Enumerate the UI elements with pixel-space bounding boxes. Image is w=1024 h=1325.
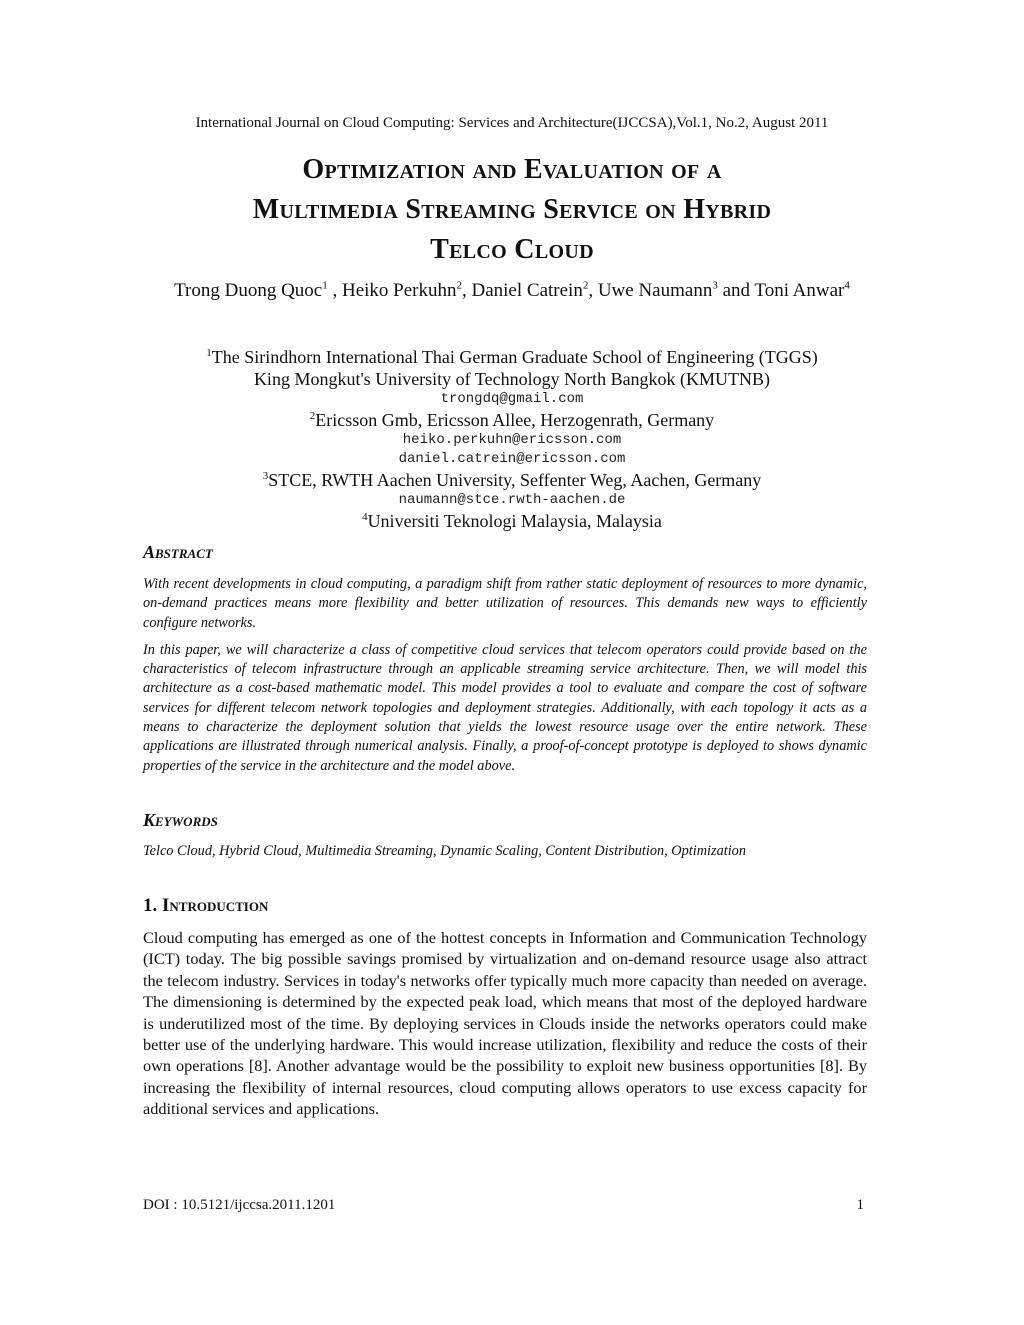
affiliation-sup: 2 [309, 410, 316, 422]
page-number: 1 [856, 1197, 864, 1213]
author-affil-sup: 2 [456, 279, 462, 292]
introduction-body: Cloud computing has emerged as one of the hottest concepts in Information and Communication Technology (ICT) today. The big possible savings promised by virtualization and on-demand resource usage also attract the telecom industry. Services in today's networks offer typically much more capacity than needed on average. The dimensioning is determined by the expected peak load, which means that most of the deployed hardware is underutilized most of the time. By deploying services in Clouds inside the networks operators could make better use of the underlying hardware. This would increase utilization, flexibility and reduce the costs of their own operations [8]. Another advantage would be the possibility to exploit new business opportunities [8]. By increasing the flexibility of internal resources, cloud computing allows operators to use excess capacity for additional services and applications. [143, 928, 867, 1119]
abstract-paragraph: With recent developments in cloud computing, a paradigm shift from rather static deployment of resources to more dynamic, on-demand practices means more flexibility and better utilization of resources. This demands new ways to efficiently configure networks. [143, 576, 867, 631]
affiliation-sup: 1 [206, 347, 212, 359]
affiliation-text: Ericsson Gmb, Ericsson Allee, Herzogenrath, Germany [315, 410, 715, 430]
running-header: International Journal on Cloud Computing: Services and Architecture(IJCCSA),Vol.1, No.2, August 2011 [195, 115, 829, 131]
affiliation-4 [100, 510, 924, 532]
title-line-3: Telco Cloud [430, 234, 594, 265]
affiliation-sup: 4 [362, 511, 368, 523]
email-link[interactable]: heiko.perkuhn@ericsson.com [402, 432, 622, 448]
author-list [120, 278, 904, 303]
author-separator: and [717, 280, 755, 301]
author-name: Toni Anwar [754, 280, 845, 301]
author-separator: , [327, 280, 342, 301]
author-affil-sup: 3 [712, 279, 718, 292]
author-affil-sup: 2 [582, 279, 589, 292]
author-separator: , [462, 280, 472, 301]
email-link[interactable]: daniel.catrein@ericsson.com [398, 451, 626, 467]
abstract-paragraph: In this paper, we will characterize a class of competitive cloud services that telecom operators could provide based on the characteristics of telecom infrastructure through an applicable streaming service architecture. Then, we will model this architecture as a cost-based mathematic model. This model provides a tool to evaluate and compare the cost of software services for different telecom network topologies and deployment strategies. Additionally, with each topology it acts as a means to characterize the deployment solution that yields the lowest resource usage over the entire network. These applications are illustrated through numerical analysis. Finally, a proof-of-concept prototype is deployed to shows dynamic properties of the service in the architecture and the model above. [143, 641, 867, 774]
keywords-heading: Keywords [143, 810, 218, 830]
author-separator: , [588, 280, 598, 301]
affiliation-sup: 3 [262, 470, 269, 482]
paper-title [110, 150, 914, 270]
affiliations [100, 346, 924, 532]
abstract-body [143, 575, 867, 784]
keywords-text: Telco Cloud, Hybrid Cloud, Multimedia Streaming, Dynamic Scaling, Content Distribution, Optimization [143, 843, 746, 859]
email-link[interactable]: naumann@stce.rwth-aachen.de [398, 492, 626, 508]
affiliation-3 [100, 469, 924, 491]
author-name: Trong Duong Quoc [174, 280, 323, 301]
author-affil-sup: 4 [844, 279, 850, 292]
title-line-1: Optimization and Evaluation of a [302, 154, 722, 185]
affiliation-text: The Sirindhorn International Thai German Graduate School of Engineering (TGGS) [211, 347, 818, 367]
affiliation-1 [100, 346, 924, 368]
abstract-heading: Abstract [143, 542, 213, 562]
introduction-heading: 1. Introduction [143, 895, 269, 916]
affiliation-text: Universiti Teknologi Malaysia, Malaysia [367, 511, 662, 531]
author-affil-sup: 1 [322, 279, 328, 292]
footer-doi: DOI : 10.5121/ijccsa.2011.1201 [143, 1197, 336, 1213]
author-name: Heiko Perkuhn [341, 280, 457, 301]
author-name: Uwe Naumann [597, 280, 713, 301]
title-line-2: Multimedia Streaming Service on Hybrid [252, 194, 772, 225]
email-link[interactable]: trongdq@gmail.com [440, 391, 584, 407]
affiliation-text: STCE, RWTH Aachen University, Seffenter Weg, Aachen, Germany [268, 470, 762, 490]
author-name: Daniel Catrein [471, 280, 583, 301]
affiliation-2 [100, 409, 924, 431]
affiliation-1-line-2: King Mongkut's University of Technology North Bangkok (KMUTNB) [253, 369, 771, 389]
